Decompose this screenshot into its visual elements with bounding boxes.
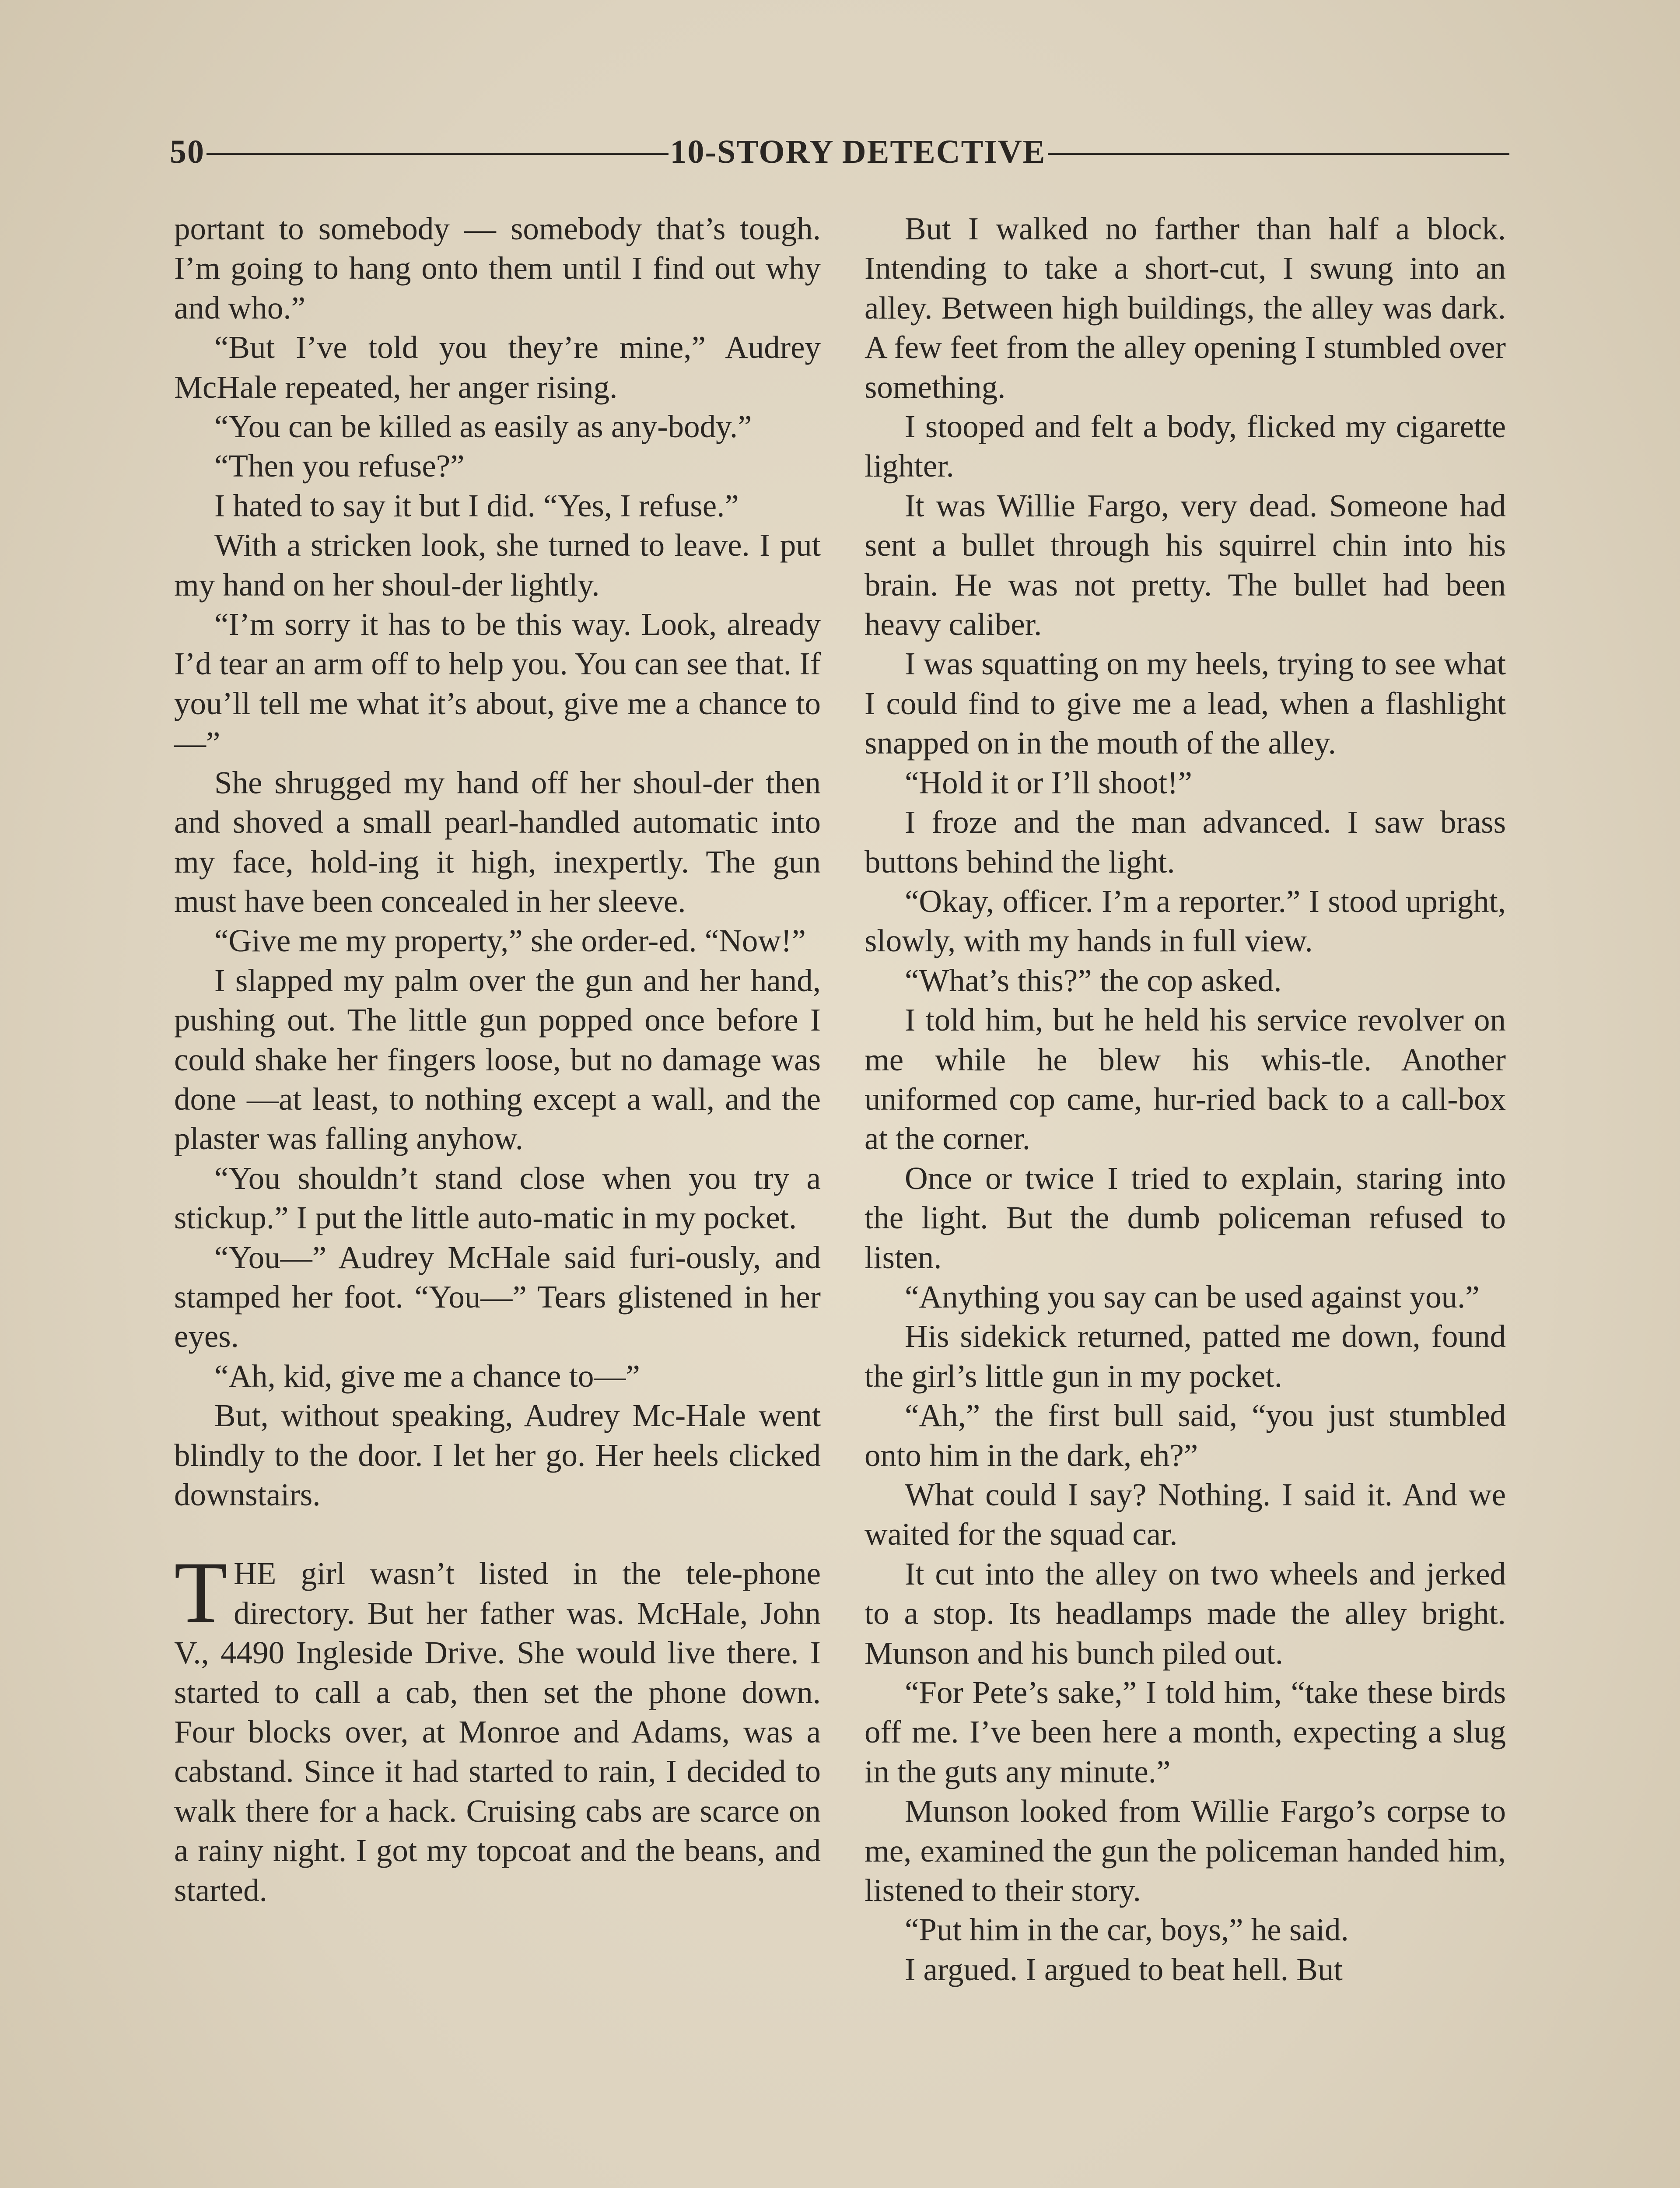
section-text: HE girl wasn’t listed in the tele-phone directory. But her father was. McHale, John V., 4490 Ingleside Drive. She would live there. I started to call a cab, then set the phone down. Four blocks over, at Monroe and Adams, was a cabstand. Since it had started to rain, I decided to walk there for a hack. Cruising cabs are scarce on a rainy night. I got my topcoat and the beans, and started. <box>174 1556 821 1908</box>
right-column <box>864 209 1506 2188</box>
paragraph: “You shouldn’t stand close when you try a stickup.” I put the little auto-matic in my pocket. <box>174 1160 821 1236</box>
paragraph: But I walked no farther than half a block. Intending to take a short-cut, I swung into an alley. Between high buildings, the alley was dark. A few feet from the alley opening I stumbled over something. <box>864 211 1506 405</box>
paragraph: “I’m sorry it has to be this way. Look, already I’d tear an arm off to help you. You can see that. If you’ll tell me what it’s about, give me a chance to—” <box>174 607 821 761</box>
paragraph: It was Willie Fargo, very dead. Someone had sent a bullet through his squirrel chin into his brain. He was not pretty. The bullet had been heavy caliber. <box>864 487 1506 642</box>
paragraph: “Ah, kid, give me a chance to—” <box>214 1358 640 1394</box>
paragraph: “You can be killed as easily as any-body.” <box>214 409 752 445</box>
header-rule-right <box>1048 153 1510 155</box>
paragraph: Munson looked from Willie Fargo’s corpse to me, examined the gun the policeman handed him, listened to their story. <box>864 1793 1506 1908</box>
paragraph: It cut into the alley on two wheels and jerked to a stop. Its headlamps made the alley bright. Munson and his bunch piled out. <box>864 1556 1506 1671</box>
section-paragraph <box>174 1544 821 1910</box>
paragraph: I was squatting on my heels, trying to see what I could find to give me a lead, when a flashlight snapped on in the mouth of the alley. <box>864 646 1506 761</box>
left-column <box>174 209 821 2188</box>
magazine-title: 10-STORY DETECTIVE <box>670 133 1046 170</box>
paragraph: “Give me my property,” she order-ed. “Now!” <box>214 923 806 959</box>
paragraph: She shrugged my hand off her shoul-der then and shoved a small pearl-handled automatic into my face, hold-ing it high, inexpertly. The gun must have been concealed in her sleeve. <box>174 764 821 919</box>
drop-cap: T <box>174 1544 228 1641</box>
page-header <box>170 128 1509 176</box>
paragraph: But, without speaking, Audrey Mc-Hale went blindly to the door. I let her go. Her heels clicked downstairs. <box>174 1398 821 1512</box>
paragraph: “But I’ve told you they’re mine,” Audrey McHale repeated, her anger rising. <box>174 330 821 405</box>
paragraph: “For Pete’s sake,” I told him, “take these birds off me. I’ve been here a month, expecting a slug in the guts any minute.” <box>864 1675 1506 1789</box>
paragraph: What could I say? Nothing. I said it. And we waited for the squad car. <box>864 1477 1506 1552</box>
paragraph: I stooped and felt a body, flicked my cigarette lighter. <box>864 409 1506 484</box>
page-number: 50 <box>170 133 205 170</box>
paragraph: I told him, but he held his service revolver on me while he blew his whis-tle. Another uniformed cop came, hur-ried back to a call-box at the corner. <box>864 1002 1506 1157</box>
paragraph: “What’s this?” the cop asked. <box>905 962 1282 998</box>
paragraph: I froze and the man advanced. I saw brass buttons behind the light. <box>864 804 1506 880</box>
paragraph: “You—” Audrey McHale said furi-ously, and stamped her foot. “You—” Tears glistened in her eyes. <box>174 1239 821 1354</box>
paragraph: “Anything you say can be used against you.” <box>905 1279 1480 1315</box>
paragraph: I argued. I argued to beat hell. But <box>905 1951 1343 1987</box>
header-rule-left <box>206 153 668 155</box>
paragraph: “Put him in the car, boys,” he said. <box>905 1912 1349 1948</box>
paragraph: “Then you refuse?” <box>214 448 465 484</box>
paragraph: “Hold it or I’ll shoot!” <box>905 764 1192 800</box>
paragraph: I hated to say it but I did. “Yes, I refuse.” <box>214 487 739 523</box>
paragraph: Once or twice I tried to explain, staring into the light. But the dumb policeman refused to listen. <box>864 1160 1506 1275</box>
paragraph: portant to somebody — somebody that’s tough. I’m going to hang onto them until I find out why and who.” <box>174 211 821 326</box>
paragraph: I slapped my palm over the gun and her hand, pushing out. The little gun popped once before I could shake her fingers loose, but no damage was done —at least, to nothing except a wall, and the plaster was falling anyhow. <box>174 962 821 1157</box>
paragraph: With a stricken look, she turned to leave. I put my hand on her shoul-der lightly. <box>174 527 821 603</box>
paragraph: “Okay, officer. I’m a reporter.” I stood upright, slowly, with my hands in full view. <box>864 883 1506 959</box>
paragraph: “Ah,” the first bull said, “you just stumbled onto him in the dark, eh?” <box>864 1398 1506 1473</box>
paragraph: His sidekick returned, patted me down, found the girl’s little gun in my pocket. <box>864 1318 1506 1394</box>
